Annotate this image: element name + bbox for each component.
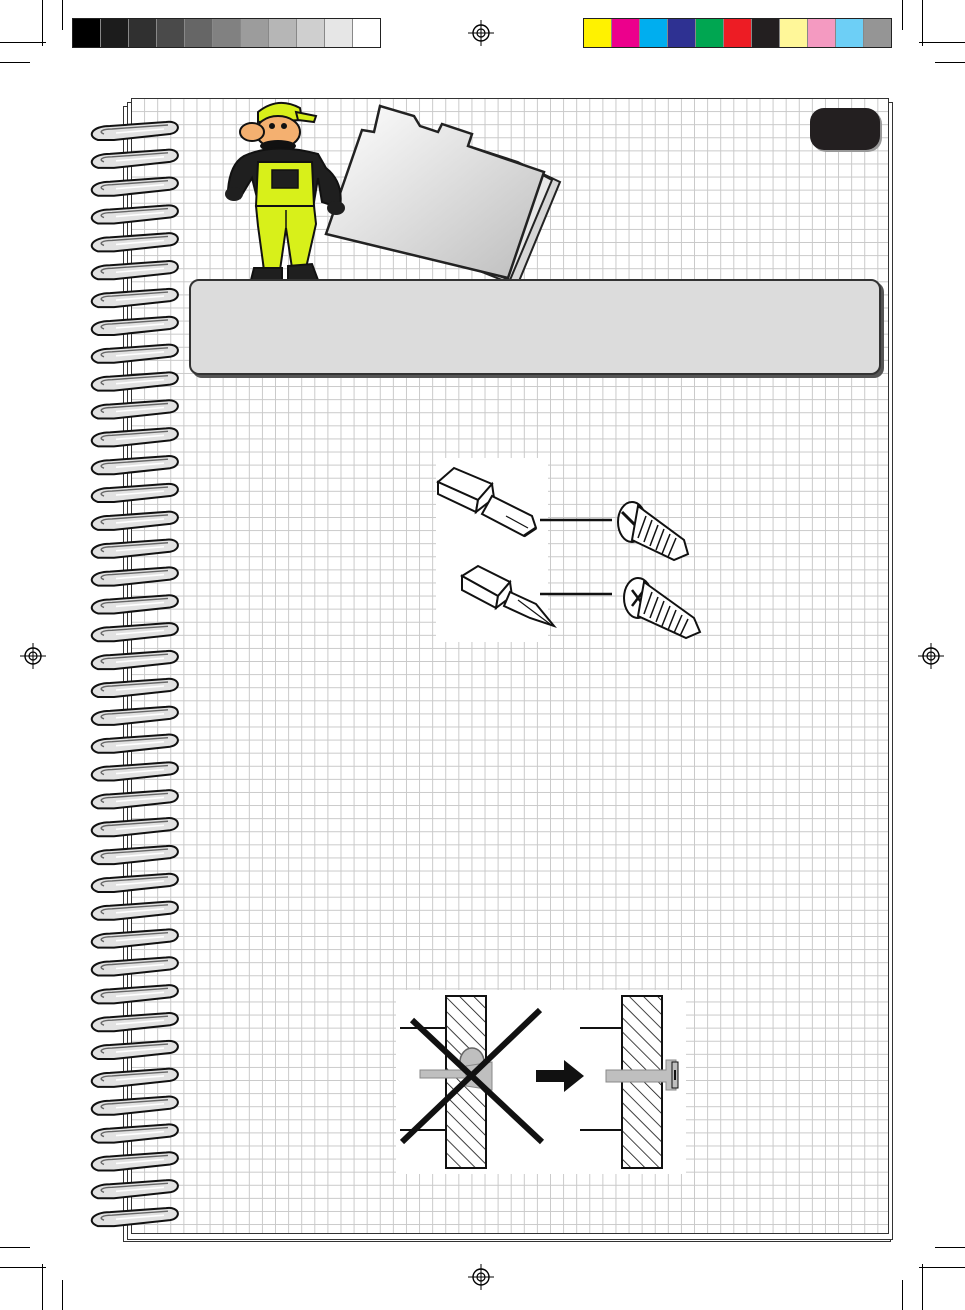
registration-mark-icon <box>468 1264 494 1290</box>
spiral-ring <box>92 957 178 975</box>
spiral-ring <box>92 929 178 947</box>
color-swatch <box>835 19 863 47</box>
spiral-ring <box>92 846 178 864</box>
spiral-ring <box>92 874 178 892</box>
spiral-ring <box>92 1041 178 1059</box>
spiral-ring <box>92 205 178 223</box>
color-swatch <box>863 19 891 47</box>
folder-icon <box>322 102 562 288</box>
color-swatch <box>751 19 779 47</box>
color-swatch <box>584 19 611 47</box>
spiral-ring <box>92 623 178 641</box>
spiral-ring <box>92 1180 178 1198</box>
spiral-ring <box>92 1069 178 1087</box>
spiral-ring <box>92 484 178 502</box>
spiral-ring <box>92 1013 178 1031</box>
spiral-ring <box>92 261 178 279</box>
spiral-ring <box>92 651 178 669</box>
spiral-ring <box>92 122 178 140</box>
color-swatch <box>639 19 667 47</box>
color-swatch <box>807 19 835 47</box>
spiral-ring <box>92 1208 178 1226</box>
grayscale-calibration-bar <box>72 18 381 48</box>
color-swatch <box>779 19 807 47</box>
spiral-ring <box>92 818 178 836</box>
spiral-ring <box>92 233 178 251</box>
spiral-ring <box>92 790 178 808</box>
color-calibration-bar <box>583 18 892 48</box>
screwdriver-bits-and-screws-illustration <box>432 458 712 642</box>
grayscale-swatch <box>184 19 212 47</box>
spiral-ring <box>92 428 178 446</box>
spiral-ring <box>92 400 178 418</box>
spiral-ring <box>92 1152 178 1170</box>
color-swatch <box>611 19 639 47</box>
spiral-ring <box>92 762 178 780</box>
color-swatch <box>667 19 695 47</box>
spiral-ring <box>92 1124 178 1142</box>
worker-mascot-icon <box>222 98 358 294</box>
spiral-ring <box>92 902 178 920</box>
spiral-ring <box>92 150 178 168</box>
grayscale-swatch <box>128 19 156 47</box>
grayscale-swatch <box>240 19 268 47</box>
registration-mark-icon <box>918 643 944 669</box>
spiral-ring <box>92 1097 178 1115</box>
grayscale-swatch <box>212 19 240 47</box>
wall-anchor-wrong-vs-right-illustration <box>396 990 686 1174</box>
spiral-ring <box>92 985 178 1003</box>
spiral-ring <box>92 707 178 725</box>
spiral-ring <box>92 289 178 307</box>
spiral-binding <box>84 112 184 1242</box>
registration-mark-icon <box>20 643 46 669</box>
spiral-ring <box>92 512 178 530</box>
spiral-ring <box>92 540 178 558</box>
spiral-ring <box>92 734 178 752</box>
spiral-ring <box>92 567 178 585</box>
color-swatch <box>723 19 751 47</box>
spiral-ring <box>92 679 178 697</box>
spiral-ring <box>92 595 178 613</box>
slotted-screw-icon <box>618 502 688 560</box>
grayscale-swatch <box>352 19 380 47</box>
registration-mark-icon <box>468 20 494 46</box>
grayscale-swatch <box>156 19 184 47</box>
spiral-ring <box>92 317 178 335</box>
phillips-screw-icon <box>624 578 700 638</box>
page-number-tab <box>810 108 880 150</box>
grayscale-swatch <box>296 19 324 47</box>
grayscale-swatch <box>268 19 296 47</box>
spiral-ring <box>92 345 178 363</box>
grayscale-swatch <box>100 19 128 47</box>
spiral-ring <box>92 372 178 390</box>
header-banner <box>189 279 881 375</box>
color-swatch <box>695 19 723 47</box>
grayscale-swatch <box>73 19 100 47</box>
spiral-ring <box>92 177 178 195</box>
grayscale-swatch <box>324 19 352 47</box>
spiral-ring <box>92 456 178 474</box>
